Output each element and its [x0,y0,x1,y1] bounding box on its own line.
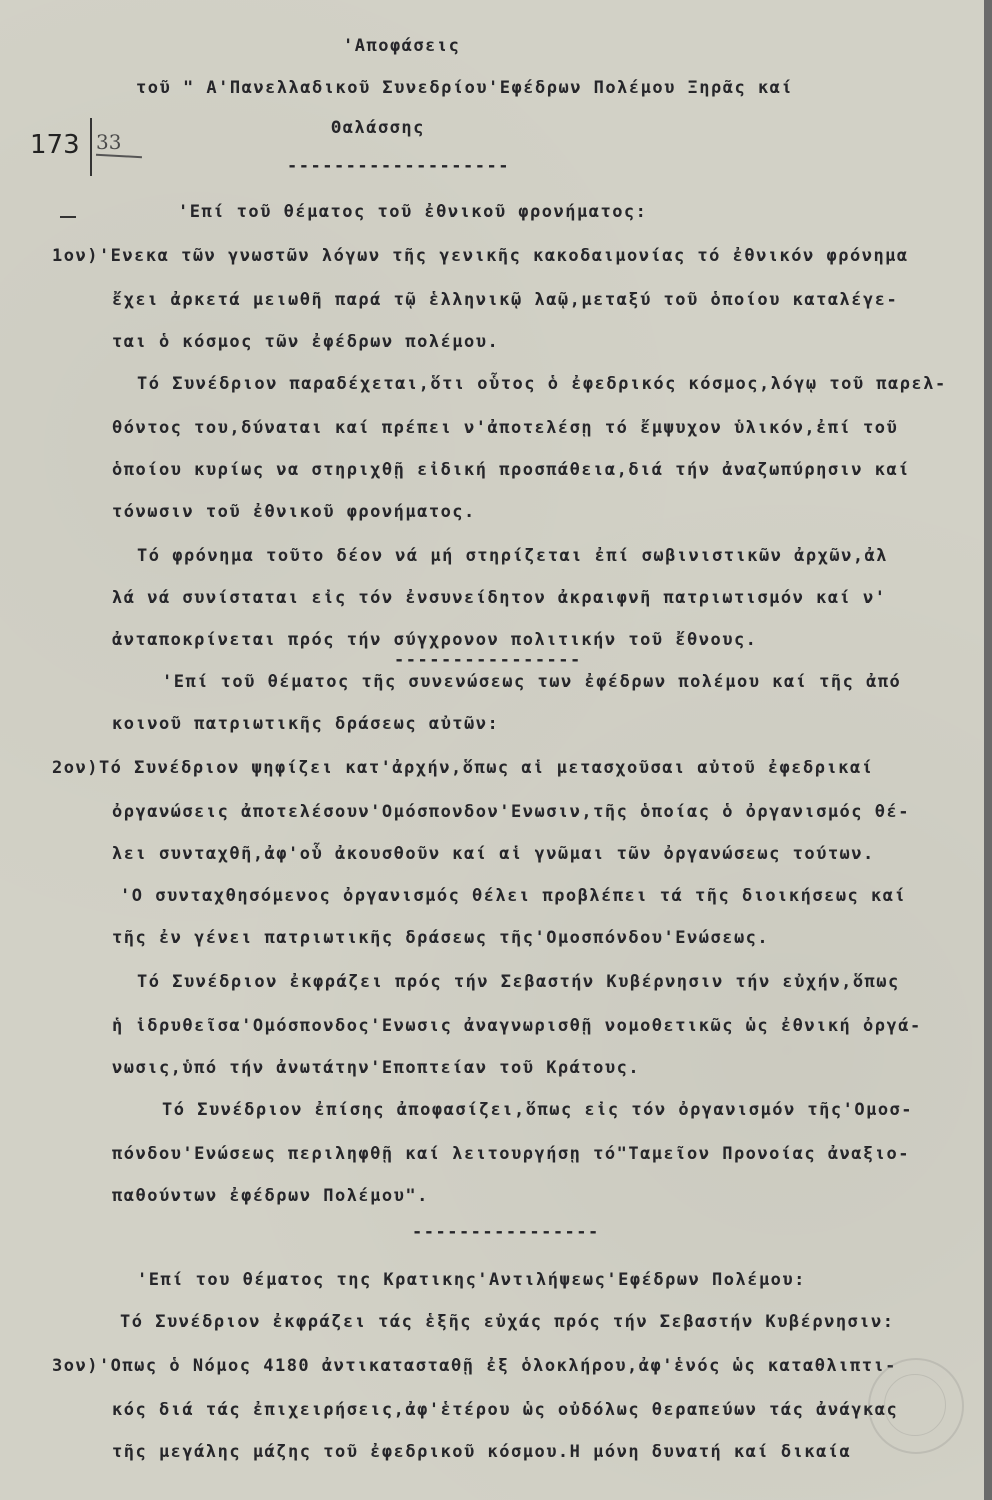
section-heading-3: 'Επί του θέματος της Κρατικης'Αντιλήψεως'Εφέδρων Πολέμου: [137,1270,806,1290]
body-line: ἔχει ἀρκετά μειωθῆ παρά τῷ ἑλληνικῷ λαῷ,μεταξύ τοῦ ὁποίου καταλέγε- [112,290,899,310]
body-line: παθούντων ἐφέδρων Πολέμου". [112,1186,429,1206]
margin-divider [90,118,92,176]
archive-stamp [868,1358,964,1454]
body-line: Τό Συνέδριον ἐκφράζει πρός τήν Σεβαστήν Κυβέρνησιν τήν εὐχήν,ὅπως [137,972,900,992]
body-line: ὀργανώσεις ἀποτελέσουν'Ομόσπονδον'Ενωσιν,τῆς ὁποίας ὁ ὀργανισμός θέ- [112,802,910,822]
mid-separator: ---------------- [394,650,582,670]
body-line: Τό φρόνημα τοῦτο δέον νά μή στηρίζεται ἐπί σωβινιστικῶν ἀρχῶν,ἀλ [137,546,889,566]
page-edge [984,0,992,1500]
body-line: ἀνταποκρίνεται πρός τήν σύγχρονον πολιτικήν τοῦ ἔθνους. [112,630,758,650]
body-line: Τό Συνέδριον παραδέχεται,ὅτι οὗτος ὁ ἐφεδρικός κόσμος,λόγῳ τοῦ παρελ- [137,374,947,394]
section-heading-1: 'Επί τοῦ θέματος τοῦ ἐθνικοῦ φρονήματος: [178,202,648,222]
document-subtitle-cont: Θαλάσσης [331,118,425,138]
section-heading-2-cont: κοινοῦ πατριωτικῆς δράσεως αὐτῶν: [112,714,500,734]
body-line: Τό Συνέδριον ἐκφράζει τάς ἑξῆς εὐχάς πρός τήν Σεβαστήν Κυβέρνησιν: [120,1312,895,1332]
body-line: 3ον)'Οπως ὁ Νόμος 4180 ἀντικατασταθῇ ἐξ ὁλοκλήρου,ἀφ'ἑνός ὡς καταθλιπτι- [52,1356,897,1376]
document-subtitle: τοῦ " Α'Πανελλαδικοῦ Συνεδρίου'Εφέδρων Πολέμου Ξηρᾶς καί [136,78,794,98]
section-heading-2: 'Επί τοῦ θέματος τῆς συνενώσεως των ἐφέδρων πολέμου καί τῆς ἀπό [162,672,902,692]
body-line: λει συνταχθῆ,ἀφ'οὗ ἀκουσθοῦν καί αἱ γνῶμαι τῶν ὀργανώσεως τούτων. [112,844,875,864]
body-line: ἡ ἱδρυθεῖσα'Ομόσπονδος'Ενωσις ἀναγνωρισθῇ νομοθετικῶς ὡς ἐθνική ὀργά- [112,1016,922,1036]
body-line: 2ον)Τό Συνέδριον ψηφίζει κατ'ἀρχήν,ὅπως αἱ μετασχοῦσαι αὐτοῦ ἐφεδρικαί [52,758,874,778]
body-line: τῆς μεγάλης μάζης τοῦ ἐφεδρικοῦ κόσμου.Η μόνη δυνατή καί δικαία [112,1442,852,1462]
document-title: 'Αποφάσεις [343,36,461,56]
archive-stamp-inner-ring [884,1374,946,1436]
body-line: τόνωσιν τοῦ ἐθνικοῦ φρονήματος. [112,502,476,522]
body-line: τῆς ἐν γένει πατριωτικῆς δράσεως τῆς'Ομοσπόνδου'Ενώσεως. [112,928,770,948]
body-line: Τό Συνέδριον ἐπίσης ἀποφασίζει,ὅπως εἰς τόν ὀργανισμόν τῆς'Ομοσ- [162,1100,914,1120]
body-line: ται ὁ κόσμος τῶν ἐφέδρων πολέμου. [112,332,500,352]
archive-number: 173 [30,130,80,160]
body-line: θόντος του,δύναται καί πρέπει ν'ἀποτελέσῃ τό ἔμψυχον ὑλικόν,ἐπί τοῦ [112,418,899,438]
body-line: 1ον)'Ενεκα τῶν γνωστῶν λόγων τῆς γενικῆς κακοδαιμονίας τό ἐθνικόν φρόνημα [52,246,909,266]
body-line: λά νά συνίσταται εἰς τόν ἐνσυνείδητον ἀκραιφνῆ πατριωτισμόν καί ν' [112,588,887,608]
body-line: ὁποίου κυρίως να στηριχθῇ εἰδική προσπάθεια,διά τήν ἀναζωπύρησιν καί [112,460,910,480]
margin-dash [60,216,76,218]
body-line: κός διά τάς ἐπιχειρήσεις,ἀφ'ἑτέρου ὡς οὐδόλως θεραπεύων τάς ἀνάγκας [112,1400,899,1420]
body-line: 'Ο συνταχθησόμενος ὀργανισμός θέλει προβλέπει τά τῆς διοικήσεως καί [120,886,907,906]
lower-separator: ---------------- [412,1222,600,1242]
title-rule: ------------------- [287,156,510,176]
body-line: πόνδου'Ενώσεως περιληφθῇ καί λειτουργήσῃ τό"Ταμεῖον Προνοίας ἀναξιο- [112,1144,910,1164]
archive-sub-number: 33 [96,130,122,154]
body-line: νωσις,ὑπό τήν ἀνωτάτην'Εποπτείαν τοῦ Κράτους. [112,1058,641,1078]
